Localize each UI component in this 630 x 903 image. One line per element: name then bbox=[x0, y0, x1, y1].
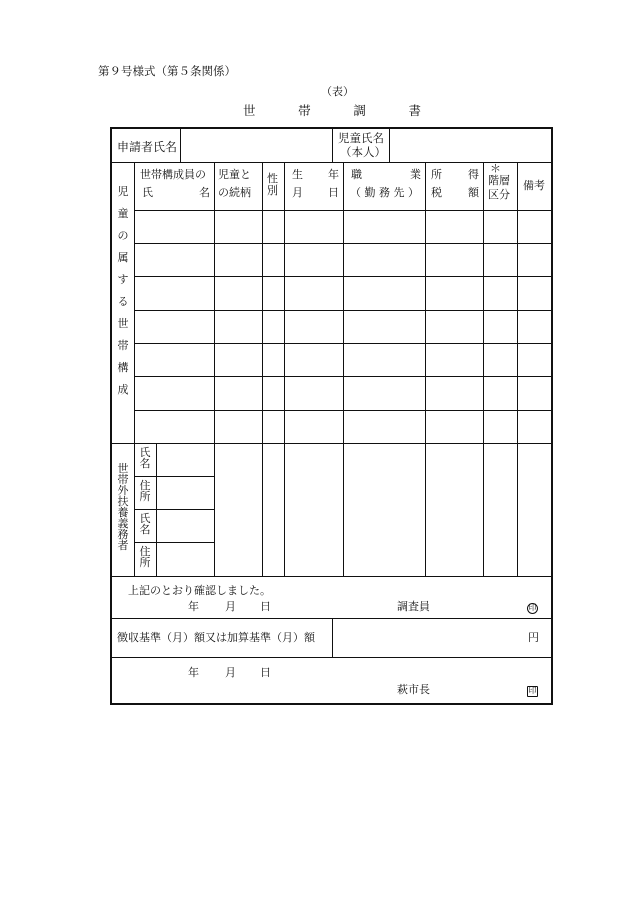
label-char: 世 bbox=[117, 462, 129, 475]
label-char: 養 bbox=[117, 506, 129, 519]
col-divider bbox=[262, 162, 263, 576]
col-divider bbox=[284, 162, 285, 576]
col-divider bbox=[483, 162, 484, 576]
household-survey-form bbox=[110, 127, 553, 705]
label-char: 児 bbox=[117, 185, 129, 198]
confirm-day: 日 bbox=[260, 600, 271, 613]
form-number-label: 第９号様式（第５条関係） bbox=[98, 64, 236, 78]
row-divider bbox=[112, 443, 551, 444]
supporter-name-label: 氏 名 bbox=[139, 512, 151, 536]
title-char: 世 bbox=[243, 103, 256, 118]
col-divider bbox=[343, 162, 344, 576]
investigator-seal bbox=[527, 601, 538, 614]
col-divider bbox=[517, 162, 518, 576]
job-header-b: 業 bbox=[410, 168, 421, 181]
row-divider bbox=[112, 576, 551, 577]
col-divider bbox=[332, 129, 333, 162]
investigator-label: 調査員 bbox=[397, 600, 430, 613]
household-section-label bbox=[116, 186, 130, 395]
front-side-label: （表） bbox=[321, 85, 354, 98]
tier-header-2: 区分 bbox=[488, 188, 510, 201]
supporter-address-label: 住 所 bbox=[139, 479, 151, 503]
mayor-year: 年 bbox=[188, 666, 199, 679]
birth-header-b: 年 bbox=[328, 168, 339, 181]
label-char: す bbox=[117, 273, 129, 286]
label-char: 務 bbox=[117, 528, 129, 541]
label-char: 構 bbox=[117, 361, 129, 374]
col-divider bbox=[180, 129, 181, 162]
label-char: 外 bbox=[117, 484, 129, 497]
row-divider bbox=[112, 657, 551, 658]
income-header-d: 額 bbox=[468, 186, 479, 199]
mayor-day: 日 bbox=[260, 666, 271, 679]
mayor-seal bbox=[527, 684, 538, 697]
seal-icon: 印 bbox=[528, 603, 537, 612]
label-char: る bbox=[117, 295, 129, 308]
row-divider bbox=[134, 509, 214, 510]
remarks-header: 備考 bbox=[523, 179, 545, 192]
mayor-month: 月 bbox=[225, 666, 236, 679]
row-divider bbox=[134, 476, 214, 477]
col-divider bbox=[214, 162, 215, 576]
label-char: 成 bbox=[117, 383, 129, 396]
job-header-a: 職 bbox=[351, 168, 362, 181]
col-divider bbox=[425, 162, 426, 576]
child-name-label: 児童氏名 bbox=[338, 131, 384, 145]
row-divider bbox=[112, 162, 551, 163]
fee-label: 徴収基準（月）額又は加算基準（月）額 bbox=[117, 631, 315, 644]
child-self-label: （本人） bbox=[340, 145, 386, 159]
workplace-header: （ 勤 務 先 ） bbox=[350, 186, 419, 199]
confirm-month: 月 bbox=[225, 600, 236, 613]
income-header-c: 税 bbox=[431, 186, 442, 199]
income-header-a: 所 bbox=[431, 168, 442, 181]
label-char: 義 bbox=[117, 517, 129, 530]
relation-header: 児童と bbox=[218, 168, 251, 181]
tier-asterisk: ＊ bbox=[490, 162, 501, 175]
title-char: 帯 bbox=[298, 103, 311, 118]
label-char: 童 bbox=[117, 207, 129, 220]
tier-header: 階層 bbox=[488, 174, 510, 187]
mayor-label: 萩市長 bbox=[397, 683, 430, 696]
label-char: 世 bbox=[117, 317, 129, 330]
confirmation-statement: 上記のとおり確認しました。 bbox=[128, 584, 271, 597]
label-char: の bbox=[117, 229, 129, 242]
supporter-name-label: 氏 名 bbox=[139, 446, 151, 470]
income-header-b: 得 bbox=[468, 168, 479, 181]
label-char: 帯 bbox=[117, 473, 129, 486]
applicant-name-label: 申請者氏名 bbox=[117, 140, 178, 154]
sex-header-2: 別 bbox=[267, 184, 278, 197]
col-divider bbox=[156, 443, 157, 576]
supporter-address-label: 住 所 bbox=[139, 545, 151, 569]
relation-header-2: の続柄 bbox=[218, 186, 251, 199]
member-name-header-a: 氏 bbox=[142, 186, 153, 199]
birth-header-a: 生 bbox=[292, 168, 303, 181]
birth-header-c: 月 bbox=[292, 186, 303, 199]
member-name-header-b: 名 bbox=[199, 186, 210, 199]
label-char: 属 bbox=[117, 251, 129, 264]
col-divider bbox=[332, 618, 333, 657]
confirm-year: 年 bbox=[188, 600, 199, 613]
row-divider bbox=[134, 542, 214, 543]
label-char: 帯 bbox=[117, 339, 129, 352]
sex-header: 性 bbox=[267, 172, 278, 185]
label-char: 扶 bbox=[117, 495, 129, 508]
square-seal-icon: 印 bbox=[528, 686, 537, 695]
member-name-header: 世帯構成員の bbox=[140, 168, 206, 181]
label-char: 者 bbox=[117, 539, 129, 552]
yen-unit: 円 bbox=[528, 631, 539, 644]
supporter-section-label bbox=[116, 463, 130, 551]
col-divider bbox=[389, 129, 390, 162]
document-title bbox=[243, 105, 421, 118]
birth-header-d: 日 bbox=[328, 186, 339, 199]
title-char: 書 bbox=[408, 103, 421, 118]
col-divider bbox=[134, 162, 135, 576]
title-char: 調 bbox=[353, 103, 366, 118]
